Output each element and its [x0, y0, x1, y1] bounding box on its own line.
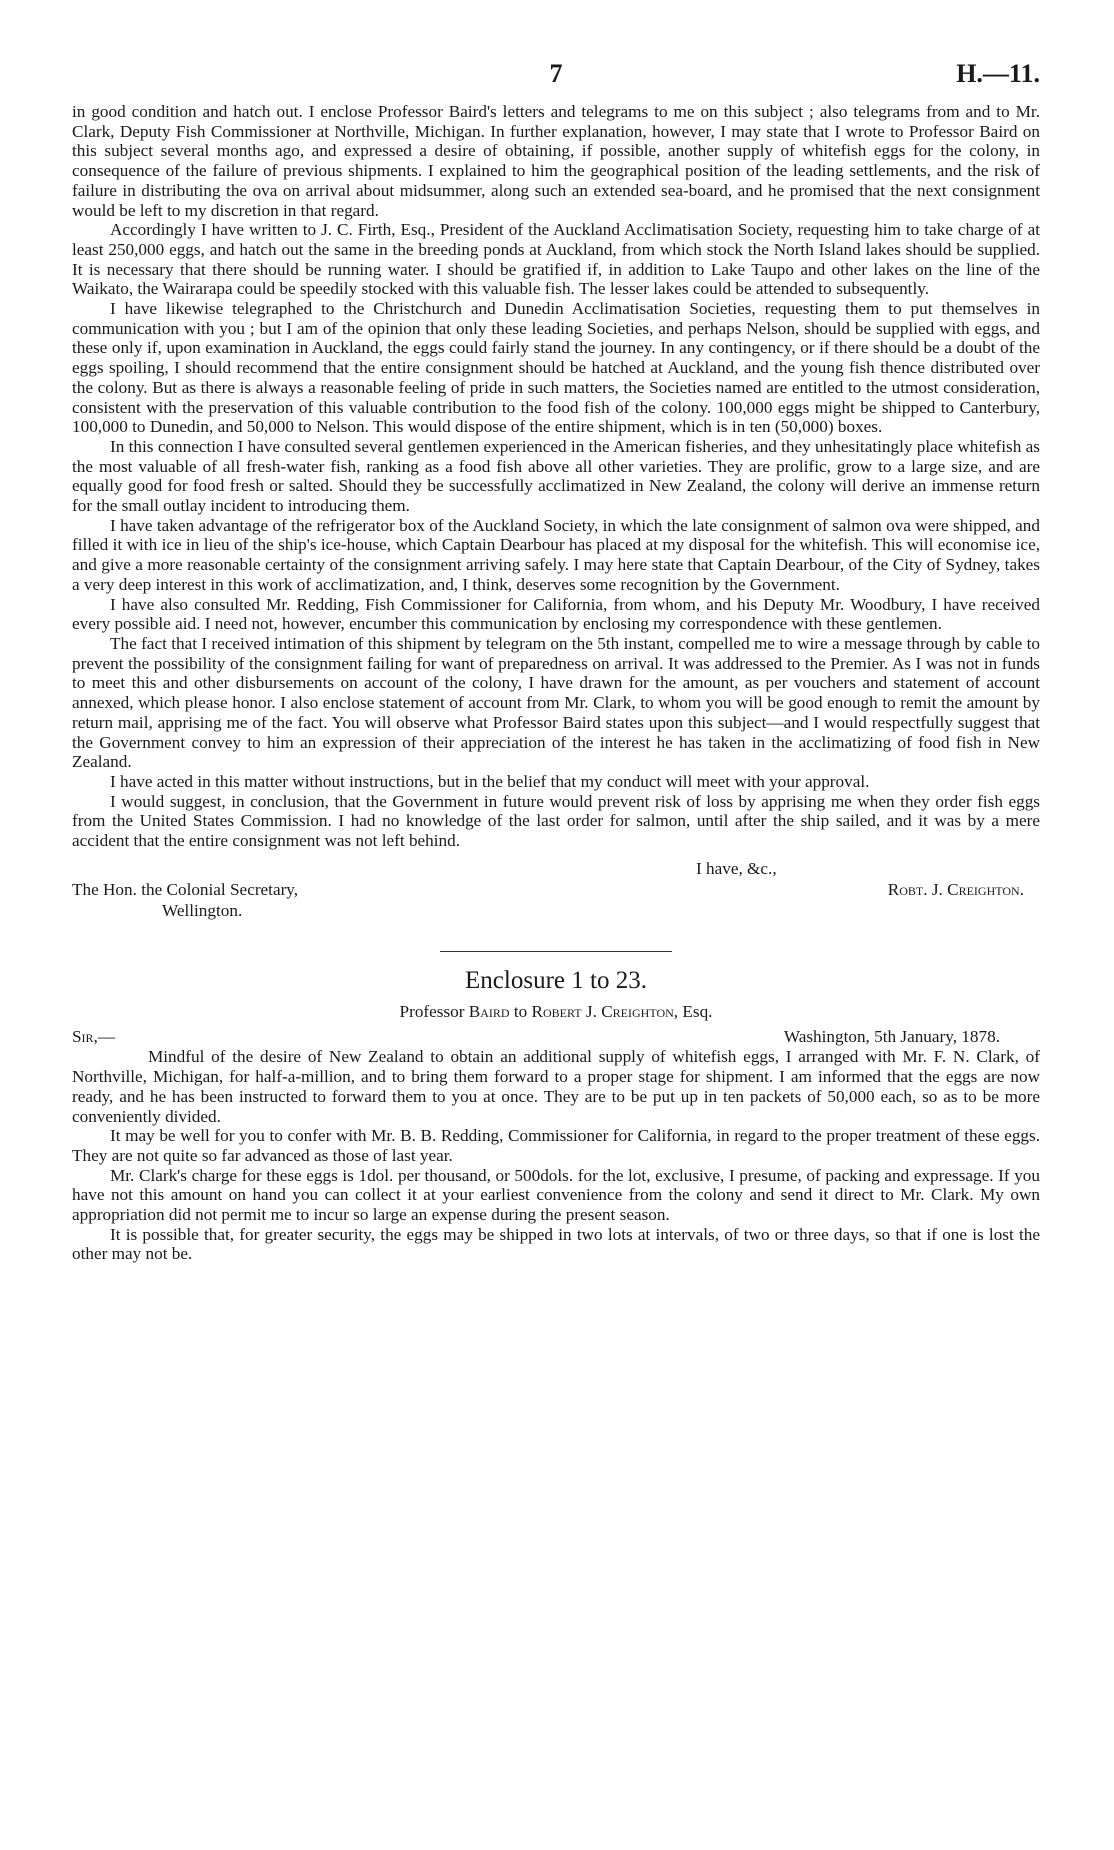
paragraph-4: In this connection I have consulted several gentlemen experienced in the American fisheries, and they unhesitatingly place whitefish as the most valuable of all fresh-water fish, ranking as a food fish above all other varieties. They are prolific, grow to a large size, and are equally good for food fresh or salted. Should they be successfully acclimatized in New Zealand, the colony will derive an immense return for the small outlay incident to introducing them.: [72, 436, 1040, 516]
paragraph-3: I have likewise telegraphed to the Christchurch and Dunedin Acclimatisation Societies, requesting them to put themselves in communication with you ; but I am of the opinion that only these leading Societies, and perhaps Nelson, should be supplied with eggs, and these only if, upon examination in Auckland, the eggs could fairly stand the journey. In any contingency, or if there should be a doubt of the eggs spoiling, I should recommend that the entire consignment should be hatched at Auckland, and the young fish thence distributed over the colony. But as there is always a reasonable feeling of pride in such matters, the Societies named are entitled to the utmost consideration, consistent with the preservation of this valuable contribution to the food fish of the colony. 100,000 eggs might be shipped to Canterbury, 100,000 to Dunedin, and 50,000 to Nelson. This would dispose of the entire shipment, which is in ten (50,000) boxes.: [72, 299, 1040, 437]
paragraph-5: I have taken advantage of the refrigerator box of the Auckland Society, in which the late consignment of salmon ova were shipped, and filled it with ice in lieu of the ship's ice-house, which Captain Dearbour has placed at my disposal for the whitefish. This will economise ice, and give a more reasonable certainty of the consignment arriving safely. I may here state that Captain Dearbour, of the City of Sydney, takes a very deep interest in this work of acclimatization, and, I think, deserves some recognition by the Government.: [72, 515, 1040, 594]
signature-closing: I have, &c.,: [696, 858, 777, 878]
enclosure-subtitle: [72, 1002, 1040, 1022]
section-divider: [440, 951, 672, 952]
enclosure-paragraph-3: Mr. Clark's charge for these eggs is 1dol. per thousand, or 500dols. for the lot, exclusive, I presume, of packing and expressage. If you have not this amount on hand you can collect it at your earliest convenience from the colony and send it direct to Mr. Clark. My own appropriation did not permit me to incur so large an expense during the present season.: [72, 1165, 1040, 1225]
salutation-line: [72, 1027, 1040, 1047]
enclosure-from-prefix: Professor: [399, 1001, 469, 1021]
letter-body: [72, 102, 1040, 851]
enclosure-paragraph-1: Mindful of the desire of New Zealand to obtain an additional supply of whitefish eggs, I arranged with Mr. F. N. Clark, of Northville, Michigan, for half-a-million, and to bring them forward to a proper stage for shipment. I am informed that the eggs are now ready, and he has been instructed to forward them to you at once. They are to be put up in ten packets of 50,000 each, so as to be more conveniently divided.: [72, 1047, 1040, 1126]
enclosure-to-suffix: , Esq.: [673, 1001, 713, 1021]
enclosure-paragraph-2: It may be well for you to confer with Mr. B. B. Redding, Commissioner for California, in regard to the proper treatment of these eggs. They are not quite so far advanced as those of last year.: [72, 1126, 1040, 1165]
salutation: Sir,—: [72, 1027, 116, 1047]
enclosure-title: Enclosure 1 to 23.: [465, 966, 647, 994]
signatory-name: Robt. J. Creighton.: [887, 879, 1024, 899]
paragraph-7: The fact that I received intimation of this shipment by telegram on the 5th instant, compelled me to wire a message through by cable to prevent the possibility of the consignment failing for want of preparedness on arrival. It was addressed to the Premier. As I was not in funds to meet this and other disbursements on account of the colony, I have drawn for the amount, as per vouchers and statement of account annexed, which please honor. I also enclose statement of account from Mr. Clark, to whom you will be good enough to remit the amount by return mail, apprising me of the fact. You will observe what Professor Baird states upon this subject—and I would respectfully suggest that the Government convey to him an expression of their appreciation of the interest he has taken in the acclimatizing of food fish in New Zealand.: [72, 633, 1040, 772]
enclosure-from: Baird: [468, 1001, 510, 1021]
letter-date: Washington, 5th January, 1878.: [783, 1027, 1000, 1047]
document-code: H.—11.: [956, 59, 1040, 88]
paragraph-1: in good condition and hatch out. I enclose Professor Baird's letters and telegrams to me on this subject ; also telegrams from and to Mr. Clark, Deputy Fish Commissioner at Northville, Michigan. In further explanation, however, I may state that I wrote to Professor Baird on this subject several months ago, and expressed a desire of obtaining, if possible, another supply of whitefish eggs for the colony, in consequence of the failure of previous shipments. I explained to him the geographical position of the leading settlements, and the risk of failure in distributing the ova on arrival about midsummer, along such an extended sea-board, and he promised that the next consignment would be left to my discretion in that regard.: [72, 102, 1040, 220]
paragraph-8: I have acted in this matter without instructions, but in the belief that my conduct will meet with your approval.: [110, 771, 870, 791]
enclosure-body: [72, 1047, 1040, 1264]
paragraph-2: Accordingly I have written to J. C. Firth, Esq., President of the Auckland Acclimatisation Society, requesting him to take charge of at least 250,000 eggs, and hatch out the same in the breeding ponds at Auckland, from which stock the North Island lakes should be supplied. It is necessary that there should be running water. I should be gratified if, in addition to Lake Taupo and other lakes on the line of the Waikato, the Wairarapa could be speedily stocked with this valuable fish. The lesser lakes could be attended to subsequently.: [72, 220, 1040, 299]
enclosure-paragraph-4: It is possible that, for greater security, the eggs may be shipped in two lots at intervals, of two or three days, so that if one is lost the other may not be.: [72, 1224, 1040, 1264]
page-header: [72, 50, 1040, 102]
enclosure-to-word: to: [509, 1001, 532, 1021]
enclosure-to: Robert J. Creighton: [531, 1001, 674, 1021]
addressee: The Hon. the Colonial Secretary,: [72, 879, 299, 899]
paragraph-6: I have also consulted Mr. Redding, Fish Commissioner for California, from whom, and his Deputy Mr. Woodbury, I have received every possible aid. I need not, however, encumber this communication by enclosing my correspondence with these gentlemen.: [72, 594, 1040, 634]
paragraph-9: I would suggest, in conclusion, that the Government in future would prevent risk of loss by apprising me when they order fish eggs from the United States Commission. I had no knowledge of the last order for salmon, until after the ship sailed, and it was by a mere accident that the entire consignment was not left behind.: [72, 791, 1040, 851]
addressee-place: Wellington.: [162, 900, 243, 920]
page-number: 7: [549, 59, 563, 88]
signature-block: [72, 859, 1040, 939]
